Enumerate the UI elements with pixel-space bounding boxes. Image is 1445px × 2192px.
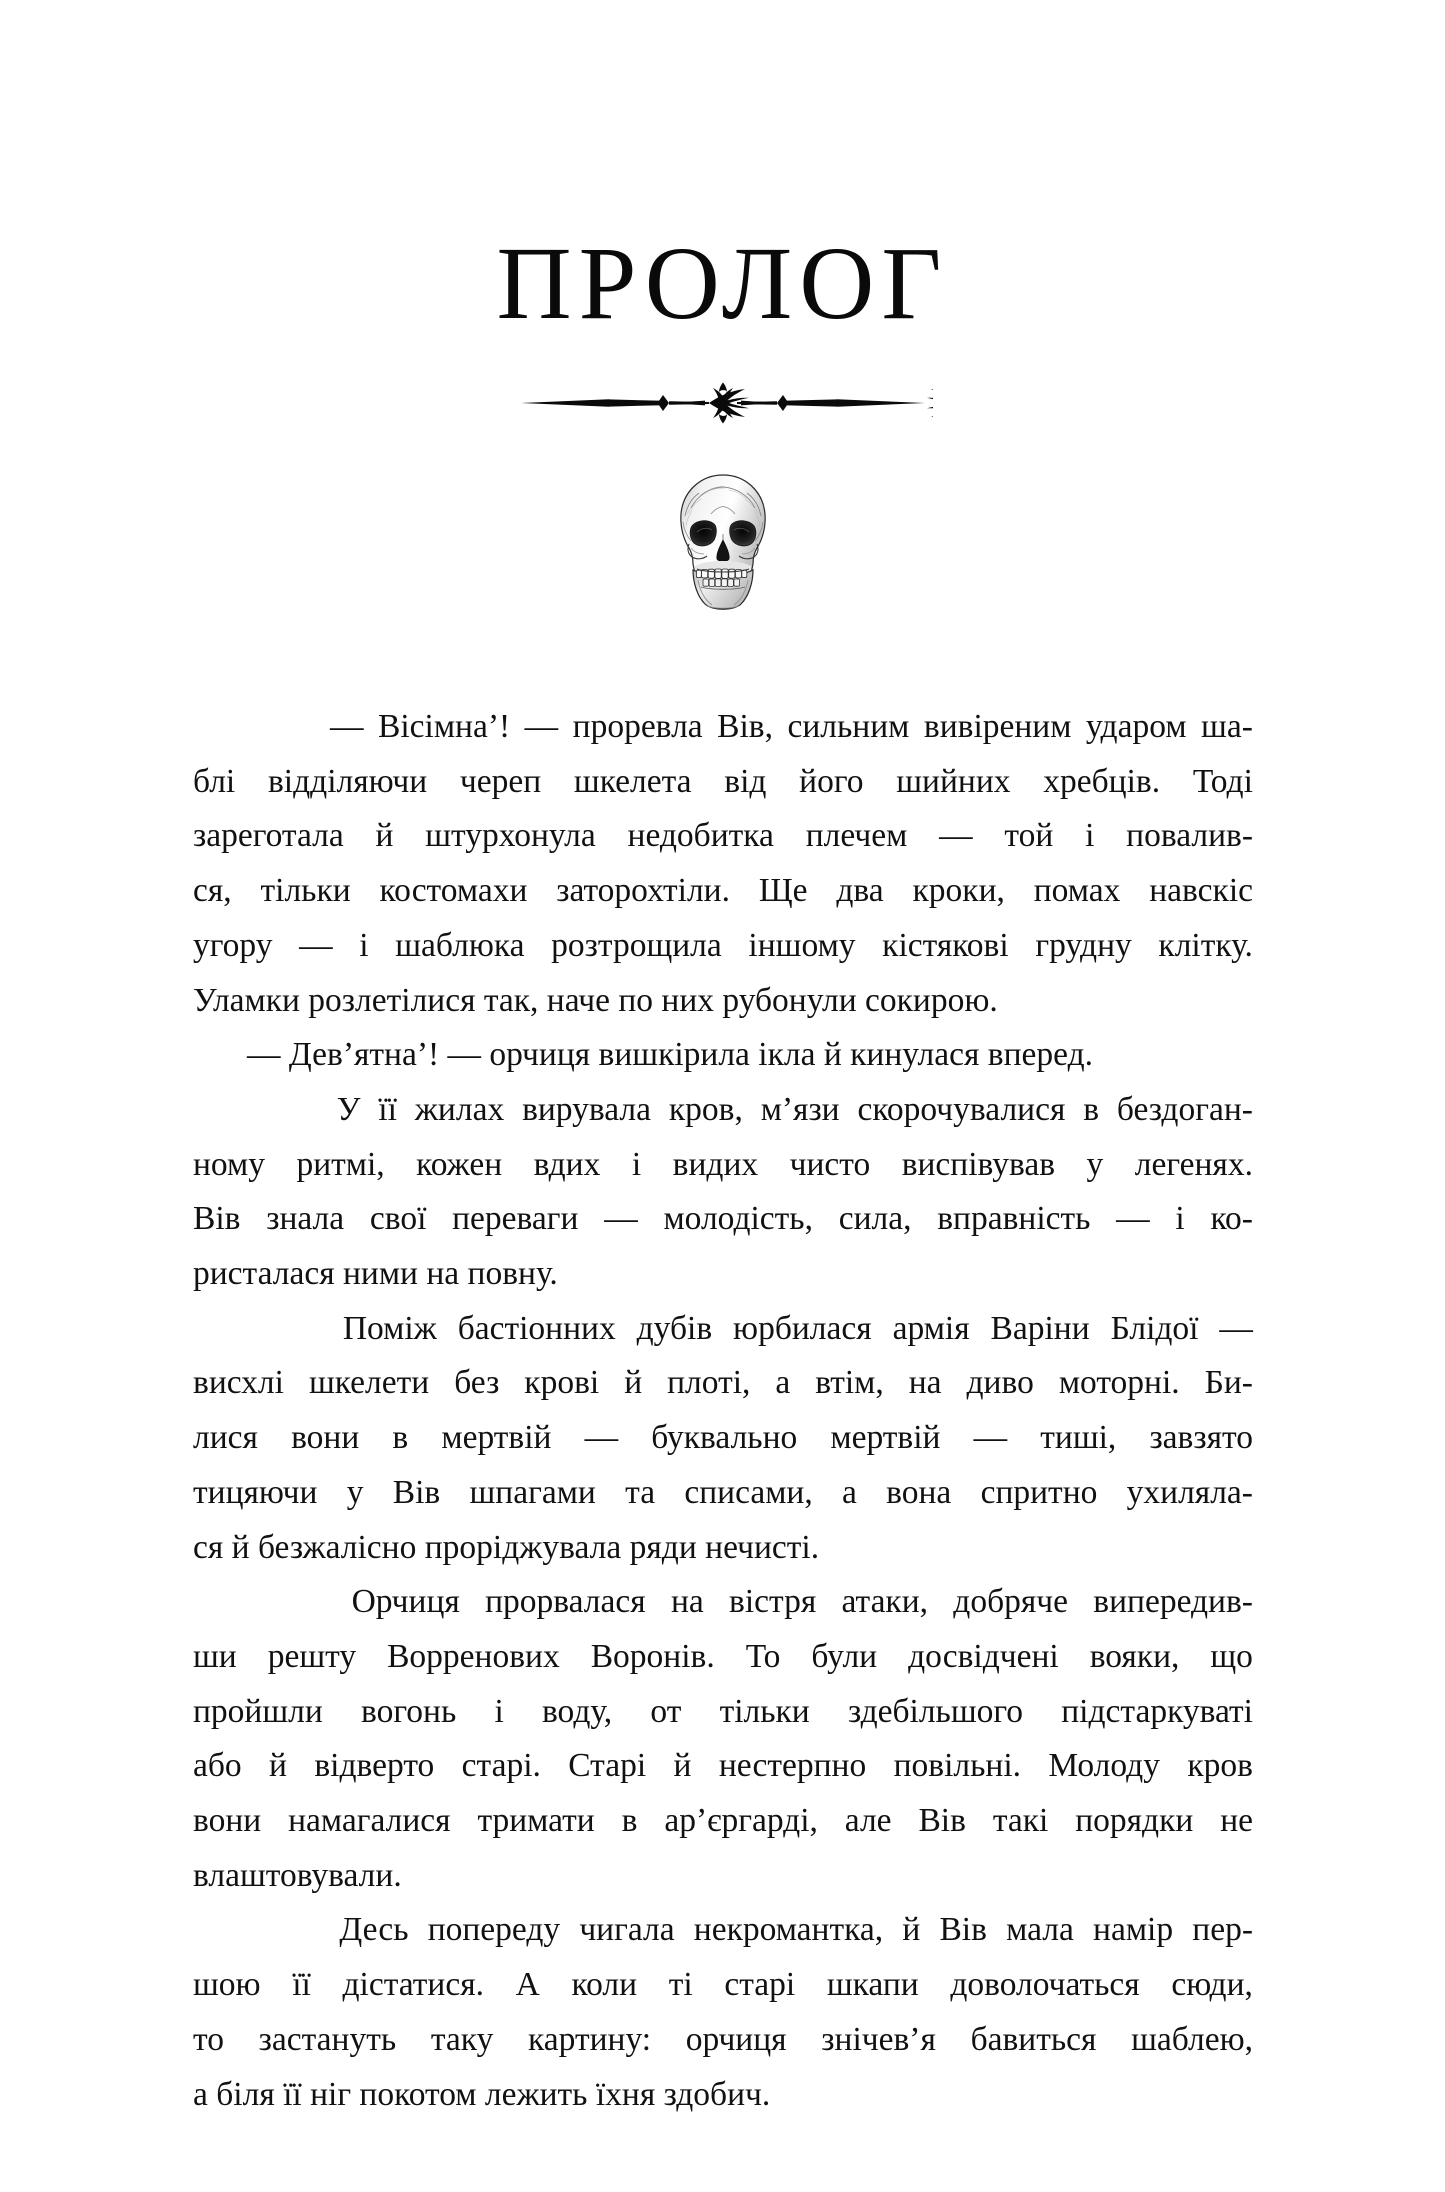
text-token: угору xyxy=(193,926,273,964)
text-token: плоті, xyxy=(667,1364,751,1402)
text-line xyxy=(193,1302,1253,1357)
text-token: шою xyxy=(193,1966,261,2004)
text-token: кожен xyxy=(416,1145,503,1183)
text-line xyxy=(193,1630,1253,1685)
text-token: — Дев’ятна’! — орчиця вишкірила ікла й кинулася вперед. xyxy=(247,1036,1094,1074)
text-token: але xyxy=(844,1802,892,1840)
text-token: Ще xyxy=(758,872,808,910)
text-token: — xyxy=(524,708,559,745)
text-token: бездоган- xyxy=(1116,1090,1253,1128)
text-token: штурхонула xyxy=(425,817,596,855)
text-token: прорвалася xyxy=(485,1583,646,1621)
text-line xyxy=(193,1903,1253,1958)
text-token: плечем xyxy=(805,817,908,855)
text-token: атаки, xyxy=(841,1583,929,1621)
text-token: Воронів. xyxy=(590,1637,715,1675)
text-line xyxy=(193,1575,1253,1630)
text-token: й xyxy=(902,1911,921,1949)
text-line xyxy=(193,919,1253,974)
text-token: втім, xyxy=(815,1364,884,1402)
text-token: крові xyxy=(524,1364,600,1402)
text-token: тиші, xyxy=(1040,1419,1117,1457)
text-token: ша- xyxy=(1201,708,1253,745)
text-token: дубів xyxy=(636,1309,713,1347)
text-token: тримати xyxy=(477,1802,595,1840)
text-token: і xyxy=(494,1692,504,1730)
text-token: вояки, xyxy=(1089,1637,1180,1675)
text-token: пер- xyxy=(1192,1911,1253,1949)
text-token: висхлі xyxy=(193,1364,284,1402)
text-token: диво xyxy=(966,1364,1034,1402)
text-token: грудну xyxy=(1035,926,1132,964)
text-token: вона xyxy=(886,1473,952,1511)
text-token: — xyxy=(973,1419,1008,1457)
text-line xyxy=(193,1466,1253,1521)
text-token: тільки xyxy=(719,1692,810,1730)
text-token: шаблюка xyxy=(395,926,525,964)
text-token: порядки xyxy=(1075,1802,1194,1840)
text-token: клітку. xyxy=(1158,926,1253,964)
text-token: на xyxy=(908,1364,942,1402)
text-line xyxy=(193,1685,1253,1740)
text-token: А xyxy=(515,1966,540,2004)
text-token: попереду xyxy=(427,1911,561,1949)
text-token: і xyxy=(1175,1200,1185,1238)
text-token: мала xyxy=(1006,1911,1074,1949)
paragraph-indent xyxy=(193,1903,247,1958)
chapter-heading xyxy=(0,226,1445,341)
paragraph-2 xyxy=(193,1028,1253,1083)
text-token: чисто xyxy=(789,1145,871,1183)
text-token: картину: xyxy=(528,2020,652,2058)
text-token: навскіс xyxy=(1149,872,1253,910)
text-token: влаштовували. xyxy=(193,1856,402,1894)
text-token: сильним xyxy=(787,708,910,745)
text-line xyxy=(193,1849,1253,1904)
paragraph-indent xyxy=(193,1028,247,1083)
text-line xyxy=(193,1794,1253,1849)
text-token: решту xyxy=(267,1637,357,1675)
text-token: легенях. xyxy=(1134,1145,1253,1183)
text-token: від xyxy=(724,762,767,800)
text-token: Би- xyxy=(1204,1364,1253,1402)
text-token: молодість, xyxy=(663,1200,813,1238)
text-token: іншому xyxy=(748,926,856,964)
text-token: або xyxy=(193,1747,242,1785)
text-token: тільки xyxy=(260,872,351,910)
text-token: м’язи xyxy=(760,1090,840,1128)
text-token: Старі xyxy=(568,1747,647,1785)
text-token: без xyxy=(454,1364,500,1402)
text-token: шкелета xyxy=(573,762,692,800)
text-token: ухиляла- xyxy=(1126,1473,1253,1511)
text-token: блі xyxy=(193,762,236,800)
text-token: кров, xyxy=(668,1090,743,1128)
text-token: буквально xyxy=(651,1419,798,1457)
text-token: ті xyxy=(668,1966,693,2004)
text-token: відверто xyxy=(314,1747,435,1785)
text-token: — xyxy=(330,708,364,745)
text-line xyxy=(193,1192,1253,1247)
text-token: й xyxy=(624,1364,643,1402)
text-token: на xyxy=(670,1583,704,1621)
text-token: старі xyxy=(724,1966,796,2004)
text-token: бавиться xyxy=(970,2020,1097,2058)
text-token: пройшли xyxy=(193,1692,323,1730)
text-token: вдих xyxy=(533,1145,601,1183)
text-token: дістатися. xyxy=(342,1966,485,2004)
text-token: у xyxy=(1086,1145,1104,1183)
text-token: мертвій xyxy=(441,1419,552,1457)
text-token: в xyxy=(621,1802,638,1840)
text-token: шкелети xyxy=(308,1364,430,1402)
text-token: орчиця xyxy=(685,2020,787,2058)
text-token: некромантка, xyxy=(693,1911,884,1949)
text-token: Поміж xyxy=(342,1309,437,1347)
text-token: Ворренових xyxy=(387,1637,560,1675)
text-token: її xyxy=(292,1966,311,2004)
text-token: шкапи xyxy=(826,1966,919,2004)
text-token: не xyxy=(1220,1802,1253,1840)
text-token: от xyxy=(650,1692,682,1730)
text-token: вирувала xyxy=(522,1090,651,1128)
text-token: переваги xyxy=(452,1200,579,1238)
text-token: костомахи xyxy=(379,872,528,910)
text-token: були xyxy=(811,1637,878,1675)
text-line xyxy=(193,1028,1253,1083)
text-token: моторні. xyxy=(1058,1364,1180,1402)
text-token: То xyxy=(745,1637,781,1675)
text-token: — xyxy=(1116,1200,1150,1238)
text-line xyxy=(193,1138,1253,1193)
text-token: знічев’я xyxy=(821,2020,936,2058)
text-token: повільні. xyxy=(893,1747,1022,1785)
text-token: спритно xyxy=(980,1473,1098,1511)
text-line xyxy=(193,974,1253,1029)
text-token: зареготала xyxy=(193,817,344,855)
text-token: Вісімна’! xyxy=(378,708,511,745)
text-token: шпагами xyxy=(469,1473,596,1511)
skull-illustration xyxy=(667,470,779,622)
text-token: мертвій xyxy=(830,1419,941,1457)
text-token: ко- xyxy=(1210,1200,1253,1238)
text-token: відділяючи xyxy=(267,762,428,800)
text-token: Вів xyxy=(392,1473,441,1511)
text-token: розтрощила xyxy=(551,926,722,964)
text-token: вправність xyxy=(937,1200,1091,1238)
text-token: коли xyxy=(571,1966,638,2004)
text-token: вивіреним xyxy=(923,708,1072,745)
text-line xyxy=(193,809,1253,864)
text-token: вони xyxy=(193,1802,262,1840)
text-token: і xyxy=(359,926,369,964)
text-token: ритмі, xyxy=(296,1145,385,1183)
text-token: шийних xyxy=(896,762,1011,800)
text-token: кров xyxy=(1187,1747,1253,1785)
text-token: таку xyxy=(430,2020,494,2058)
text-token: а біля її ніг покотом лежить їхня здобич. xyxy=(193,2075,771,2113)
text-token: й xyxy=(673,1747,692,1785)
decorative-rule-ornament xyxy=(513,372,933,432)
text-token: два xyxy=(836,872,884,910)
text-token: застануть xyxy=(258,2020,397,2058)
text-token: Уламки розлетілися так, наче по них рубонули сокирою. xyxy=(193,981,998,1019)
page-title: ПРОЛОГ xyxy=(496,226,949,341)
text-token: череп xyxy=(459,762,542,800)
text-token: свої xyxy=(369,1200,427,1238)
text-token: доволочаться xyxy=(950,1966,1140,2004)
text-token: помах xyxy=(1033,872,1121,910)
text-token: а xyxy=(775,1364,791,1402)
text-token: й xyxy=(269,1747,287,1785)
text-token: видих xyxy=(672,1145,759,1183)
text-token: її xyxy=(378,1090,397,1128)
text-token: ши xyxy=(193,1637,237,1675)
text-token: Вів, xyxy=(717,708,774,745)
paragraph-indent xyxy=(193,700,247,755)
text-token: хребців. xyxy=(1043,762,1161,800)
text-token: його xyxy=(799,762,864,800)
text-token: повалив- xyxy=(1126,817,1253,855)
text-token: кроки, xyxy=(912,872,1005,910)
text-token: Орчиця xyxy=(351,1583,460,1621)
paragraph-indent xyxy=(193,1575,247,1630)
text-token: списами, xyxy=(684,1473,813,1511)
text-line xyxy=(193,755,1253,810)
text-line xyxy=(193,864,1253,919)
text-token: ному xyxy=(193,1145,265,1183)
text-token: Молоду xyxy=(1048,1747,1160,1785)
text-token: сила, xyxy=(838,1200,912,1238)
paragraph-4 xyxy=(193,1302,1253,1576)
text-token: ар’єргарді, xyxy=(664,1802,818,1840)
text-token: випередив- xyxy=(1093,1583,1253,1621)
text-line xyxy=(193,1411,1253,1466)
text-token: вогонь xyxy=(361,1692,457,1730)
text-token: Десь xyxy=(339,1911,409,1949)
text-line xyxy=(193,2013,1253,2068)
text-line xyxy=(193,1521,1253,1576)
text-token: знала xyxy=(266,1200,345,1238)
text-line xyxy=(193,1739,1253,1794)
text-token: старі. xyxy=(461,1747,541,1785)
paragraph-6 xyxy=(193,1903,1253,2122)
text-token: скорочувалися xyxy=(857,1090,1066,1128)
text-token: досвідчені xyxy=(908,1637,1059,1675)
text-token: шаблею, xyxy=(1131,2020,1253,2058)
text-line xyxy=(193,1958,1253,2013)
paragraph-5 xyxy=(193,1575,1253,1903)
text-line xyxy=(193,700,1253,755)
paragraph-indent xyxy=(193,1302,247,1357)
text-token: ударом xyxy=(1085,708,1187,745)
text-token: а xyxy=(842,1473,857,1511)
text-token: і xyxy=(1085,817,1095,855)
text-token: то xyxy=(193,2020,224,2058)
text-token: у xyxy=(346,1473,364,1511)
body-text xyxy=(193,700,1253,2122)
text-token: — xyxy=(1219,1309,1253,1347)
text-token: ся й безжалісно проріджувала ряди нечисті. xyxy=(193,1528,820,1566)
text-token: здебільшого xyxy=(847,1692,1024,1730)
text-token: недобитка xyxy=(627,817,774,855)
text-token: — xyxy=(299,926,333,964)
text-line xyxy=(193,1356,1253,1411)
text-token: — xyxy=(584,1419,619,1457)
text-token: сюди, xyxy=(1171,1966,1253,2004)
text-token: виспівував xyxy=(901,1145,1056,1183)
text-line xyxy=(193,1083,1253,1138)
text-token: воду, xyxy=(541,1692,613,1730)
text-line xyxy=(193,1247,1253,1302)
text-token: юрбилася xyxy=(733,1309,872,1347)
text-token: заторохтіли. xyxy=(556,872,730,910)
text-token: Варіни xyxy=(990,1309,1090,1347)
text-token: Вів xyxy=(193,1200,241,1238)
text-token: вони xyxy=(291,1419,360,1457)
text-token: завзято xyxy=(1149,1419,1253,1457)
paragraph-3 xyxy=(193,1083,1253,1302)
text-token: проревла xyxy=(572,708,703,745)
text-token: нестерпно xyxy=(718,1747,867,1785)
text-token: вістря xyxy=(729,1583,817,1621)
text-token: У xyxy=(336,1090,361,1128)
text-token: в xyxy=(1083,1090,1100,1128)
text-token: Тоді xyxy=(1192,762,1253,800)
text-token: Вів xyxy=(918,1802,966,1840)
text-token: і xyxy=(631,1145,642,1183)
text-token: підстаркуваті xyxy=(1061,1692,1253,1730)
text-token: кістякові xyxy=(882,926,1009,964)
text-token: добряче xyxy=(953,1583,1069,1621)
text-token: ристалася ними на повну. xyxy=(193,1255,558,1293)
text-token: — xyxy=(604,1200,638,1238)
text-token: — xyxy=(939,817,973,855)
text-token: бастіонних xyxy=(457,1309,616,1347)
text-token: Вів xyxy=(939,1911,987,1949)
paragraph-1 xyxy=(193,700,1253,1028)
text-token: в xyxy=(392,1419,409,1457)
text-token: той xyxy=(1004,817,1054,855)
text-token: ся, xyxy=(193,872,232,910)
text-token: лися xyxy=(193,1419,258,1457)
text-token: що xyxy=(1210,1637,1253,1675)
text-token: та xyxy=(625,1473,656,1511)
text-token: намір xyxy=(1093,1911,1174,1949)
text-token: намагалися xyxy=(288,1802,451,1840)
text-line xyxy=(193,2068,1253,2123)
text-token: Блідої xyxy=(1110,1309,1199,1347)
text-token: й xyxy=(375,817,394,855)
text-token: такі xyxy=(992,1802,1049,1840)
text-token: армія xyxy=(892,1309,970,1347)
paragraph-indent xyxy=(193,1083,247,1138)
text-token: чигала xyxy=(579,1911,675,1949)
text-token: тицяючи xyxy=(193,1473,318,1511)
text-token: жилах xyxy=(414,1090,505,1128)
